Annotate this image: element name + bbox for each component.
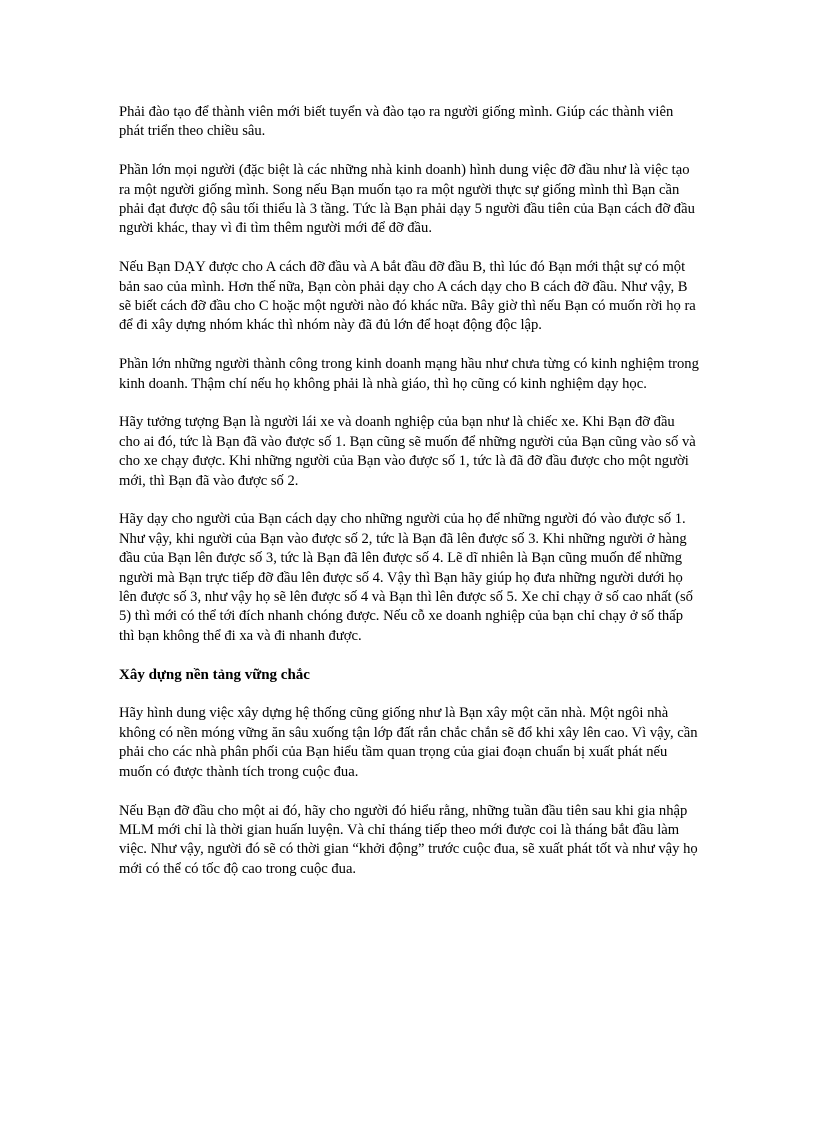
paragraph-experience: Phần lớn những người thành công trong kinh doanh mạng hầu như chưa từng có kinh nghiệm trong kinh doanh. Thậm chí nếu họ không phải là nhà giáo, thì họ cũng có kinh nghiệm dạy học. [119,356,699,392]
document-body [119,103,699,899]
paragraph-driver-analogy: Hãy tưởng tượng Bạn là người lái xe và doanh nghiệp của bạn như là chiếc xe. Khi Bạn đỡ đầu cho ai đó, tức là Bạn đã vào được số 1. Bạn cũng sẽ muốn để những người của Bạn cũng vào số và cho xe chạy được. Khi những người của Bạn vào được số 1, tức là đã đỡ đầu được cho một người mới, thì Bạn đã vào được số 2. [119,414,696,489]
paragraph-foundation: Hãy hình dung việc xây dựng hệ thống cũng giống như là Bạn xây một căn nhà. Một ngôi nhà không có nền móng vững ăn sâu xuống tận lớp đất rắn chắc chắn sẽ đổ khi xây lên cao. Vì vậy, cần phải cho các nhà phân phối của Bạn hiểu tầm quan trọng của giai đoạn chuẩn bị xuất phát nếu muốn có được thành tích trong cuộc đua. [119,705,698,780]
section-heading: Xây dựng nền tảng vững chắc [119,666,310,683]
paragraph-training: Phải đào tạo để thành viên mới biết tuyển và đào tạo ra người giống mình. Giúp các thành viên phát triển theo chiều sâu. [119,104,674,140]
paragraph-training-period: Nếu Bạn đỡ đầu cho một ai đó, hãy cho người đó hiểu rằng, những tuần đầu tiên sau khi gia nhập MLM mới chỉ là thời gian huấn luyện. Và chỉ tháng tiếp theo mới được coi là tháng bắt đầu làm việc. Như vậy, người đó sẽ có thời gian “khởi động” trước cuộc đua, sẽ xuất phát tốt và như vậy họ mới có thể có tốc độ cao trong cuộc đua. [119,802,698,877]
paragraph-teaching-a: Nếu Bạn DẠY được cho A cách đỡ đầu và A bắt đầu đỡ đầu B, thì lúc đó Bạn mới thật sự có một bản sao của mình. Hơn thế nữa, Bạn còn phải dạy cho A cách dạy cho B cách đỡ đầu. Như vậy, B sẽ biết cách đỡ đầu cho C hoặc một người nào đó khác nữa. Bây giờ thì nếu Bạn có muốn rời họ ra để đi xây dựng nhóm khác thì nhóm này đã đủ lớn để hoạt động độc lập. [119,259,696,334]
paragraph-sponsoring-depth: Phần lớn mọi người (đặc biệt là các những nhà kinh doanh) hình dung việc đỡ đầu như là việc tạo ra một người giống mình. Song nếu Bạn muốn tạo ra một người thực sự giống mình thì Bạn cần phải đạt được độ sâu tối thiểu là 3 tầng. Tức là Bạn phải dạy 5 người đầu tiên của Bạn cách đỡ đầu người khác, thay vì đi tìm thêm người mới để đỡ đầu. [119,162,695,237]
paragraph-gears: Hãy dạy cho người của Bạn cách dạy cho những người của họ để những người đó vào được số 1. Như vậy, khi người của Bạn vào được số 2, tức là Bạn đã lên được số 3. Khi những người ở hàng đầu của Bạn lên được số 3, tức là Bạn đã lên được số 4. Lẽ dĩ nhiên là Bạn cũng muốn để những người mà Bạn trực tiếp đỡ đầu lên được số 4. Vậy thì Bạn hãy giúp họ đưa những người dưới họ lên được số 3, như vậy họ sẽ lên được số 4 và Bạn thì lên được số 5. Xe chỉ chạy ở số cao nhất (số 5) thì mới có thể tới đích nhanh chóng được. Nếu cỗ xe doanh nghiệp của bạn chỉ chạy ở số thấp thì bạn không thể đi xa và đi nhanh được. [119,511,693,644]
